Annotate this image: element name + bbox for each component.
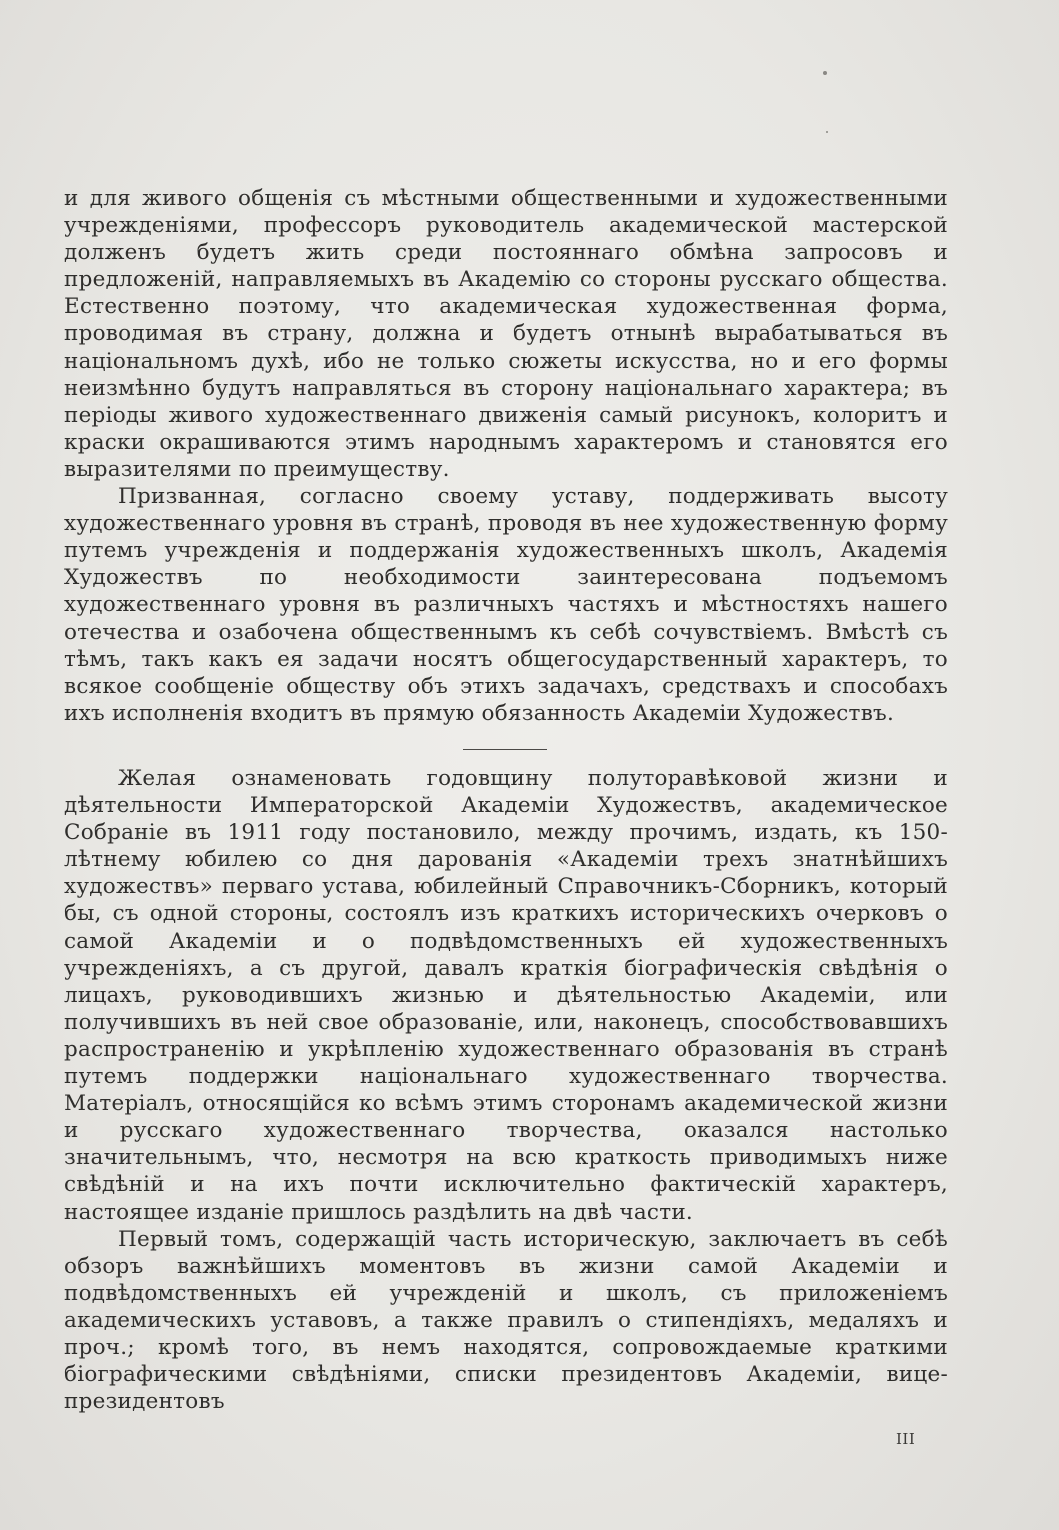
paragraph-continued: и для живого общенія съ мѣстными общественными и художественными учрежденіями, профессоръ руководитель академической мастерской долженъ будетъ жить среди постояннаго обмѣна запросовъ и предложеній, направляемыхъ въ Академію со стороны русскаго общества. Естественно поэтому, что академическая художественная форма, проводимая въ страну, должна и будетъ отнынѣ вырабатываться въ національномъ духѣ, ибо не только сюжеты искусства, но и его формы неизмѣнно будутъ направляться въ сторону національнаго характера; въ періоды живого художественнаго движенія самый рисунокъ, колоритъ и краски окрашиваются этимъ народнымъ характеромъ и становятся его выразителями по преимуществу. <box>64 186 948 482</box>
paper-speck <box>823 71 827 75</box>
page-number: III <box>896 1430 916 1448</box>
paragraph-academy-mission: Призванная, согласно своему уставу, поддерживать высоту художественнаго уровня въ странѣ, проводя въ нее художественную форму путемъ учрежденія и поддержанія художественныхъ школъ, Академія Художествъ по необходимости заинтересована подъемомъ художественнаго уровня въ различныхъ частяхъ и мѣстностяхъ нашего отечества и озабочена общественнымъ къ себѣ сочувствіемъ. Вмѣстѣ съ тѣмъ, такъ какъ ея задачи носятъ общегосударственный характеръ, то всякое сообщеніе обществу объ этихъ задачахъ, средствахъ и способахъ ихъ исполненія входитъ въ прямую обязанность Академіи Художествъ. <box>64 484 948 726</box>
paragraph-jubilee: Желая ознаменовать годовщину полуторавѣковой жизни и дѣятельности Императорской Академіи Художествъ, академическое Собраніе въ 1911 году постановило, между прочимъ, издать, къ 150-лѣтнему юбилею со дня дарованія «Академіи трехъ знатнѣйшихъ художествъ» перваго устава, юбилейный Справочникъ-Сборникъ, который бы, съ одной стороны, состоялъ изъ краткихъ историческихъ очерковъ о самой Академіи и о подвѣдомственныхъ ей художественныхъ учрежденіяхъ, а съ другой, давалъ краткія біографическія свѣдѣнія о лицахъ, руководившихъ жизнью и дѣятельностью Академіи, или получившихъ въ ней свое образованіе, или, наконецъ, способствовавшихъ распространенію и укрѣпленію художественнаго образованія въ странѣ путемъ поддержки національнаго художественнаго творчества. Матеріалъ, относящійся ко всѣмъ этимъ сторонамъ академической жизни и русскаго художественнаго творчества, оказался настолько значительнымъ, что, несмотря на всю краткость приводимыхъ ниже свѣдѣній и на ихъ почти исключительно фактическій характеръ, настоящее изданіе пришлось раздѣлить на двѣ части. <box>64 766 948 1225</box>
text-section-2 <box>64 765 948 1415</box>
text-section-1 <box>64 185 948 727</box>
paper-speck <box>826 131 828 133</box>
paragraph-first-volume: Первый томъ, содержащій часть историческую, заключаетъ въ себѣ обзоръ важнѣйшихъ моментовъ въ жизни самой Академіи и подвѣдомственныхъ ей учрежденій и школъ, съ приложеніемъ академическихъ уставовъ, а также правилъ о стипендіяхъ, медаляхъ и проч.; кромѣ того, въ немъ находятся, сопровождаемые краткими біографическими свѣдѣніями, списки президентовъ Академіи, вице-президентовъ <box>64 1226 948 1415</box>
section-divider <box>463 749 547 750</box>
